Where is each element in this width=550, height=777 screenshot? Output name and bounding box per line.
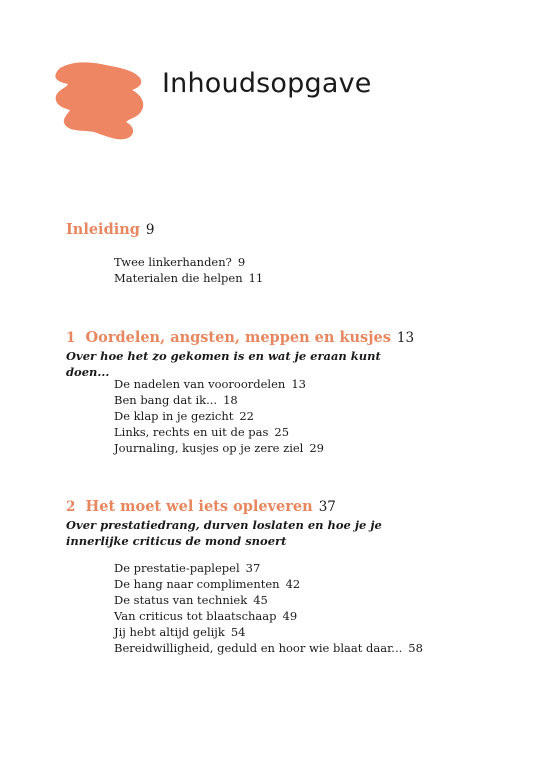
toc-entry[interactable] <box>114 592 423 608</box>
toc-intro-entries <box>114 254 263 286</box>
toc-entry-page: 49 <box>282 609 298 623</box>
toc-entry[interactable] <box>114 254 263 270</box>
toc-entry-page: 29 <box>309 441 324 455</box>
toc-entry-label: Journaling, kusjes op je zere ziel <box>114 441 304 455</box>
toc-chapter-heading[interactable] <box>66 328 530 348</box>
toc-entry-label: Bereidwilligheid, geduld en hoor wie blaat daar... <box>114 641 403 655</box>
toc-entry-label: Links, rechts en uit de pas <box>114 425 269 439</box>
toc-entry[interactable] <box>114 424 324 440</box>
toc-entry-label: De status van techniek <box>114 593 248 607</box>
chapter-page-number: 37 <box>318 499 336 515</box>
toc-entry-page: 45 <box>253 593 268 607</box>
toc-chapter-2 <box>66 497 530 655</box>
toc-chapter-heading[interactable] <box>66 497 530 517</box>
toc-entry-label: De klap in je gezicht <box>114 409 234 423</box>
toc-entry-label: De prestatie-paplepel <box>114 561 240 575</box>
chapter-title: Oordelen, angsten, meppen en kusjes <box>85 329 391 346</box>
toc-entry-page: 11 <box>248 271 264 285</box>
toc-entry-label: Van criticus tot blaatschaap <box>114 609 277 623</box>
toc-entry-page: 18 <box>223 393 238 407</box>
toc-entry-label: Twee linkerhanden? <box>114 255 232 269</box>
chapter-number: 2 <box>66 499 76 515</box>
toc-entry-page: 58 <box>408 641 423 655</box>
toc-chapter-entries <box>114 376 324 456</box>
toc-entry-page: 54 <box>230 625 246 639</box>
chapter-subtitle: Over hoe het zo gekomen is en wat je eraan kunt doen... <box>66 349 381 379</box>
toc-entry[interactable] <box>114 376 324 392</box>
toc-entry[interactable] <box>114 408 324 424</box>
toc-entry[interactable] <box>114 440 324 456</box>
toc-intro-page-number: 9 <box>145 222 155 238</box>
toc-entry-page: 22 <box>239 409 254 423</box>
toc-entry[interactable] <box>114 392 324 408</box>
toc-entry-page: 42 <box>285 577 301 591</box>
toc-entry[interactable] <box>114 560 423 576</box>
toc-chapter-entries <box>114 560 423 656</box>
toc-intro-heading-text: Inleiding <box>66 221 140 238</box>
toc-entry-label: Jij hebt altijd gelijk <box>114 625 225 639</box>
toc-intro-section <box>66 220 530 285</box>
page-title: Inhoudsopgave <box>162 68 372 99</box>
chapter-number: 1 <box>66 330 76 346</box>
toc-entry-page: 37 <box>245 561 261 575</box>
toc-entry-page: 9 <box>237 255 246 269</box>
toc-entry[interactable] <box>114 624 423 640</box>
toc-entry[interactable] <box>114 270 263 286</box>
toc-entry-label: Ben bang dat ik... <box>114 393 218 407</box>
toc-entry-label: Materialen die helpen <box>114 271 243 285</box>
toc-entry[interactable] <box>114 576 423 592</box>
chapter-page-number: 13 <box>396 330 415 346</box>
toc-entry[interactable] <box>114 608 423 624</box>
toc-intro-heading[interactable] <box>66 220 530 240</box>
toc-entry-label: De hang naar complimenten <box>114 577 280 591</box>
toc-entry-page: 13 <box>291 377 306 391</box>
chapter-title: Het moet wel iets opleveren <box>85 498 313 515</box>
toc-entry-page: 25 <box>274 425 290 439</box>
toc-entry[interactable] <box>114 640 423 656</box>
paint-brush-stroke-icon <box>48 60 148 142</box>
chapter-subtitle: Over prestatiedrang, durven loslaten en hoe je je innerlijke criticus de mond snoert <box>66 518 382 548</box>
toc-chapter-1 <box>66 328 530 455</box>
toc-entry-label: De nadelen van vooroordelen <box>114 377 286 391</box>
